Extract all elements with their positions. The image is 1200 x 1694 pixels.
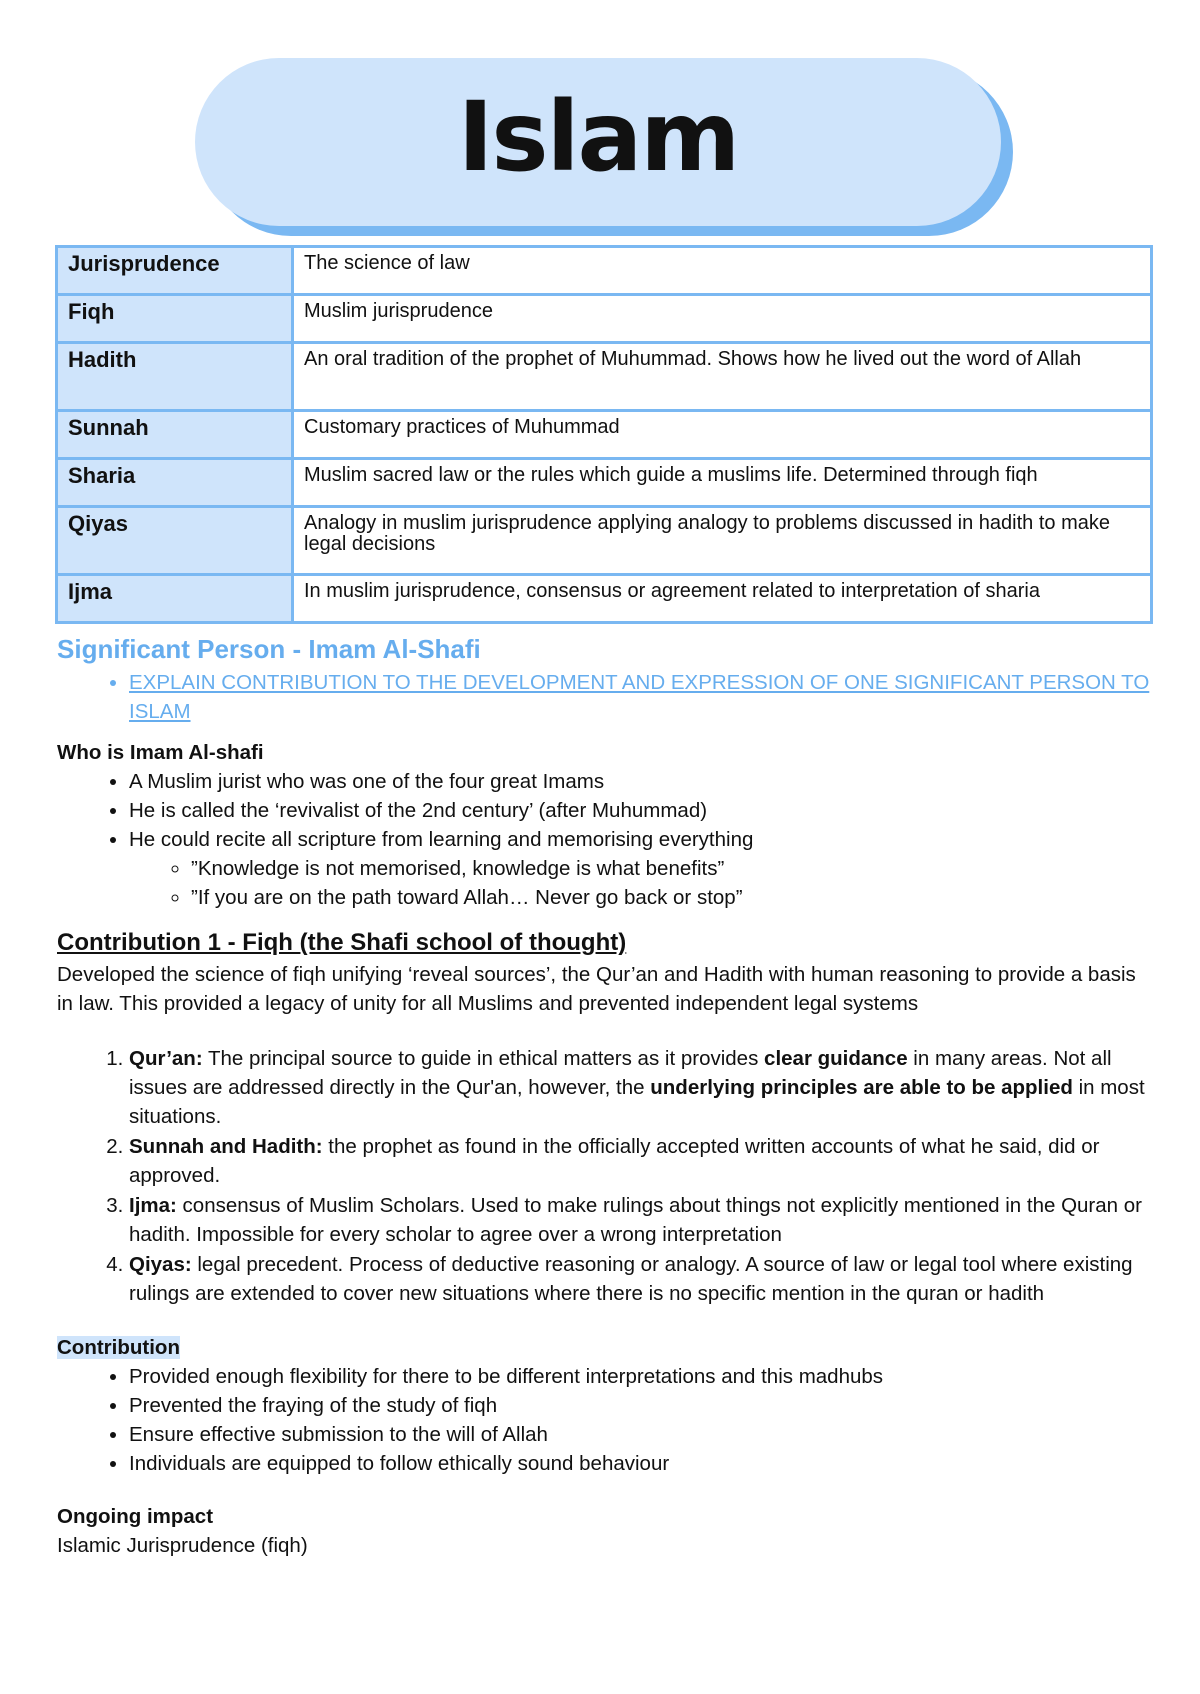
table-row (58, 576, 1150, 621)
list-item: • Ensure effective submission to the will of Allah (129, 1420, 1157, 1449)
table-row (58, 412, 1150, 457)
definition-cell: Analogy in muslim jurisprudence applying analogy to problems discussed in hadith to make legal decisions (294, 508, 1150, 573)
prompt-link[interactable]: EXPLAIN CONTRIBUTION TO THE DEVELOPMENT AND EXPRESSION OF ONE SIGNIFICANT PERSON TO ISLAM (129, 671, 1150, 723)
page-title: Islam (457, 81, 739, 193)
term-cell: Qiyas (58, 508, 291, 573)
quote-list (129, 854, 1157, 912)
table-row (58, 460, 1150, 505)
term-cell: Hadith (58, 344, 291, 409)
sources-list (57, 1044, 1157, 1308)
source-label: Qur’an: (129, 1047, 203, 1070)
source-label: Ijma: (129, 1194, 177, 1217)
list-item (129, 1044, 1157, 1131)
source-text: consensus of Muslim Scholars. Used to make rulings about things not explicitly mentioned in the Quran or hadith. Impossible for every scholar to agree over a wrong interpretation (129, 1194, 1142, 1246)
spacer (57, 1309, 1157, 1333)
source-label: Qiyas: (129, 1253, 192, 1276)
glossary-table (55, 245, 1153, 624)
contribution-list (57, 1362, 1157, 1478)
impact-text: Islamic Jurisprudence (fiqh) (57, 1534, 308, 1557)
source-text: The principal source to guide in ethical matters as it provides (202, 1047, 765, 1070)
contribution1-intro: Developed the science of fiqh unifying ‘reveal sources’, the Qur’an and Hadith with human reasoning to provide a basis in law. This provided a legacy of unity for all Muslims and prevented independent legal systems (57, 963, 1136, 1015)
list-item-text: He could recite all scripture from learning and memorising everything (129, 828, 754, 851)
definition-cell: An oral tradition of the prophet of Muhummad. Shows how he lived out the word of Allah (294, 344, 1150, 409)
banner-pill (195, 58, 1001, 226)
who-list (57, 767, 1157, 912)
source-emphasis: clear guidance (764, 1047, 908, 1070)
source-text: in most situations. (129, 1076, 1145, 1128)
table-row (58, 508, 1150, 573)
list-item: • Individuals are equipped to follow ethically sound behaviour (129, 1449, 1157, 1478)
list-item (129, 1250, 1157, 1308)
list-item: • A Muslim jurist who was one of the four great Imams (129, 767, 1157, 796)
table-row (58, 296, 1150, 341)
list-item (129, 668, 1157, 726)
prompt-list (57, 668, 1157, 726)
term-cell: Ijma (58, 576, 291, 621)
definition-cell: Muslim sacred law or the rules which guide a muslims life. Determined through fiqh (294, 460, 1150, 505)
table-row (58, 248, 1150, 293)
who-heading: Who is Imam Al-shafi (57, 741, 264, 764)
term-cell: Sunnah (58, 412, 291, 457)
term-cell: Fiqh (58, 296, 291, 341)
quote-item: ◦ ”If you are on the path toward Allah… Never go back or stop” (191, 883, 1157, 912)
definition-cell: Customary practices of Muhummad (294, 412, 1150, 457)
contribution-heading-row (57, 1333, 1157, 1362)
list-item (129, 825, 1157, 912)
source-text: the prophet as found in the officially accepted written accounts of what he said, did or approved. (129, 1135, 1100, 1187)
list-item: • Provided enough flexibility for there to be different interpretations and this madhubs (129, 1362, 1157, 1391)
spacer (57, 1478, 1157, 1502)
term-cell: Sharia (58, 460, 291, 505)
source-text: in many areas. Not all issues are addressed directly in the Qur'an, however, the (129, 1047, 1112, 1099)
source-text: legal precedent. Process of deductive reasoning or analogy. A source of law or legal tool where existing rulings are extended to cover new situations where there is no specific mention in the quran or hadith (129, 1253, 1133, 1305)
significant-person-heading: Significant Person - Imam Al-Shafi (57, 634, 481, 664)
term-cell: Jurisprudence (58, 248, 291, 293)
list-item (129, 1191, 1157, 1249)
table-row (58, 344, 1150, 409)
definition-cell: In muslim jurisprudence, consensus or agreement related to interpretation of sharia (294, 576, 1150, 621)
quote-item: ◦ ”Knowledge is not memorised, knowledge is what benefits” (191, 854, 1157, 883)
contribution-heading: Contribution (57, 1336, 180, 1359)
definition-cell: Muslim jurisprudence (294, 296, 1150, 341)
notes-content (57, 630, 1157, 1560)
list-item: • He is called the ‘revivalist of the 2nd century’ (after Muhummad) (129, 796, 1157, 825)
list-item: • Prevented the fraying of the study of fiqh (129, 1391, 1157, 1420)
title-banner (195, 58, 1015, 238)
definition-cell: The science of law (294, 248, 1150, 293)
source-label: Sunnah and Hadith: (129, 1135, 323, 1158)
list-item (129, 1132, 1157, 1190)
contribution1-heading: Contribution 1 - Fiqh (the Shafi school of thought) (57, 929, 627, 956)
source-emphasis: underlying principles are able to be applied (650, 1076, 1073, 1099)
impact-heading: Ongoing impact (57, 1505, 214, 1528)
